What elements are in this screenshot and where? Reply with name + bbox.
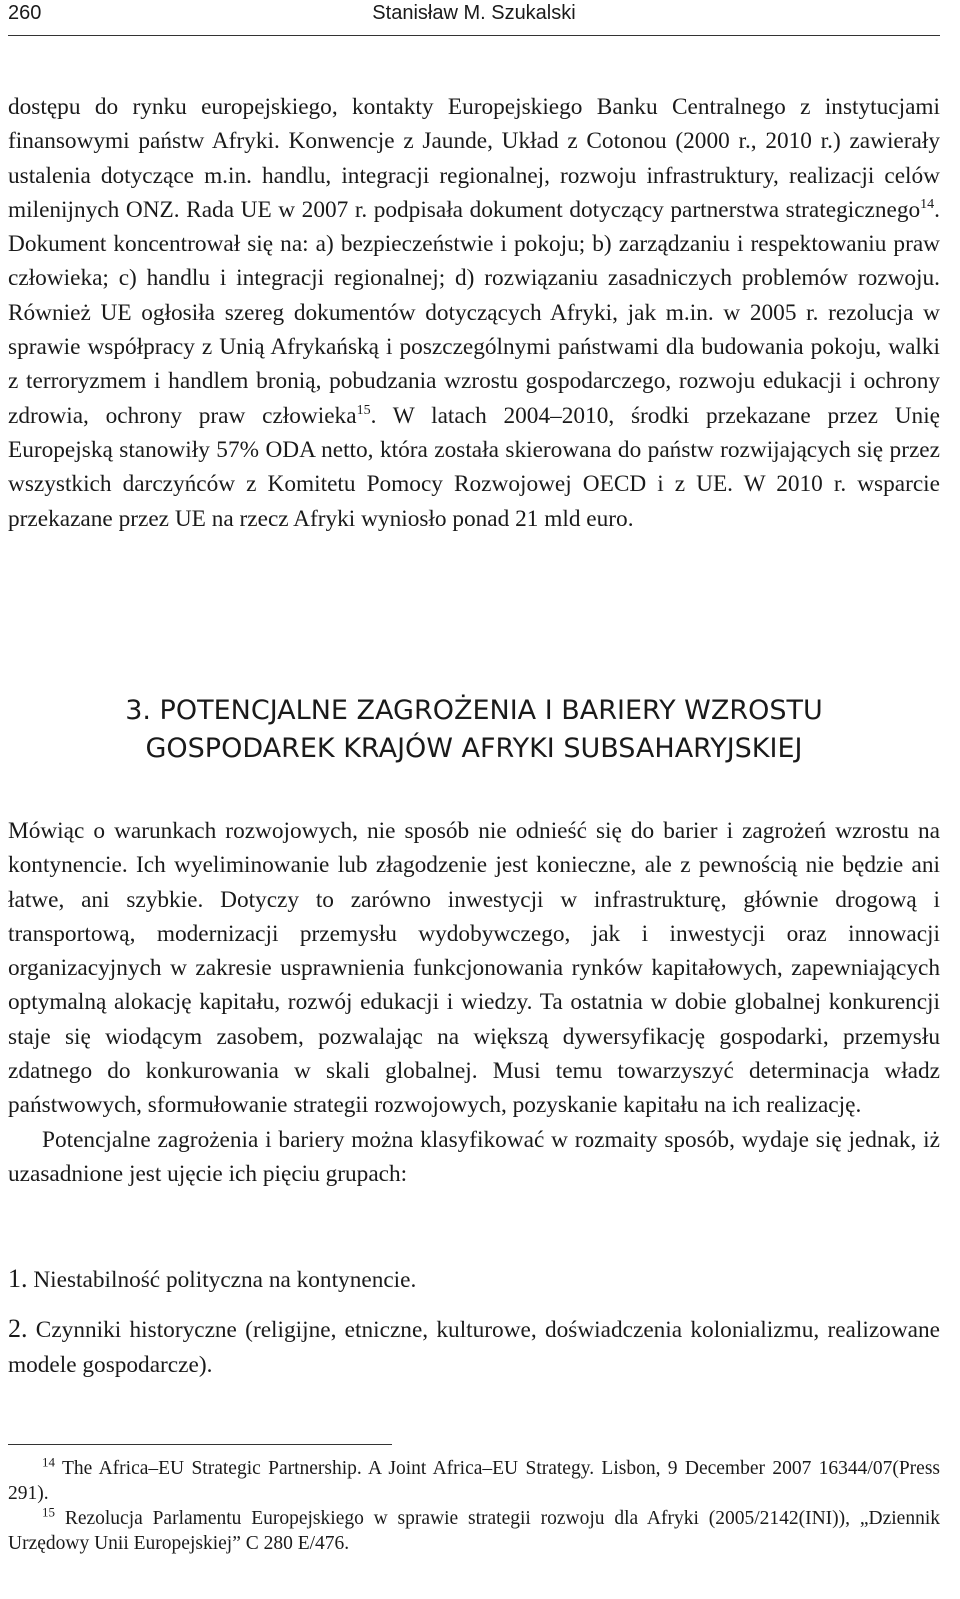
footnote-number: 15 — [42, 1504, 55, 1520]
section-heading — [8, 692, 940, 768]
footnote-reference-15[interactable]: 15 — [356, 402, 371, 418]
footnote-14 — [8, 1456, 940, 1506]
footnote-15 — [8, 1506, 940, 1556]
footnote-text: The Africa–EU Strategic Partnership. A Joint Africa–EU Strategy. Lisbon, 9 December 2007 16344/07(Press 291). — [8, 1458, 940, 1504]
footnote-number: 14 — [42, 1454, 55, 1470]
numbered-list — [8, 1262, 940, 1382]
paragraph-text: . Dokument koncentrował się na: a) bezpieczeństwie i pokoju; b) zarządzaniu i respektowaniu praw człowieka; c) handlu i integracji regionalnej; d) rozwiązaniu zasadniczych problemów rozwoju. Również UE ogłosiła szereg dokumentów dotyczących Afryki, jak m.in. w 2005 r. rezolucja w sprawie współpracy z Unią Afrykańską i poszczególnymi państwami dla budowania pokoju, walki z terroryzmem i handlem bronią, pobudzania wzrostu gospodarczego, rozwoju edukacji i ochrony zdrowia, ochrony praw człowieka — [8, 196, 940, 429]
list-item — [8, 1312, 940, 1382]
section-body — [8, 814, 940, 1191]
section-heading-line-1: 3. POTENCJALNE ZAGROŻENIA I BARIERY WZROSTU — [125, 695, 823, 726]
list-item-text: Czynniki historyczne (religijne, etniczne, kulturowe, doświadczenia kolonializmu, realizowane modele gospodarcze). — [8, 1317, 940, 1378]
body-paragraph-1 — [8, 90, 940, 536]
footnote-rule — [8, 1444, 392, 1445]
paragraph-text: . W latach 2004–2010, środki przekazane przez Unię Europejską stanowiły 57% ODA netto, która została skierowana do państw rozwijających się przez wszystkich darczyńców z Komitetu Pomocy Rozwojowej OECD i z UE. W 2010 r. wsparcie przekazane przez UE na rzecz Afryki wyniosło ponad 21 mld euro. — [8, 402, 941, 532]
list-item-text: Niestabilność polityczna na kontynencie. — [33, 1267, 417, 1293]
list-item — [8, 1262, 940, 1297]
body-paragraph-2: Mówiąc o warunkach rozwojowych, nie sposób nie odnieść się do barier i zagrożeń wzrostu na kontynencie. Ich wyeliminowanie lub złagodzenie jest konieczne, ale z pewnością nie będzie ani łatwe, ani szybkie. Dotyczy to zarówno inwestycji w infrastrukturę, głównie drogową i transportową, modernizacji przemysłu wydobywczego, jak i inwestycji oraz innowacji organizacyjnych w zakresie usprawnienia funkcjonowania rynków kapitałowych, zapewniających optymalną alokację kapitału, rozwój edukacji i wiedzy. Ta ostatnia w dobie globalnej konkurencji staje się wiodącym zasobem, pozwalając na większą dywersyfikację gospodarki, przemysłu zdatnego do konkurowania w skali globalnej. Musi temu towarzyszyć determinacja władz państwowych, sformułowanie strategii rozwojowych, pozyskanie kapitału na ich realizację. — [8, 818, 940, 1119]
footnote-text: Rezolucja Parlamentu Europejskiego w sprawie strategii rozwoju dla Afryki (2005/2142(INI)), „Dziennik Urzędowy Unii Europejskiej” C 280 E/476. — [8, 1508, 940, 1554]
list-item-number: 1. — [8, 1264, 28, 1293]
footnote-reference-14[interactable]: 14 — [920, 197, 935, 213]
header-rule — [8, 35, 940, 36]
list-item-number: 2. — [8, 1314, 28, 1344]
running-head-author: Stanisław M. Szukalski — [372, 2, 576, 24]
page-header — [8, 2, 940, 32]
body-paragraph-3: Potencjalne zagrożenia i bariery można klasyfikować w rozmaity sposób, wydaje się jednak, iż uzasadnione jest ujęcie ich pięciu grupach: — [8, 1126, 940, 1187]
page-number: 260 — [8, 2, 42, 24]
section-heading-line-2: GOSPODAREK KRAJÓW AFRYKI SUBSAHARYJSKIEJ — [145, 733, 803, 764]
paragraph-text: dostępu do rynku europejskiego, kontakty Europejskiego Banku Centralnego z instytucjami finansowymi państw Afryki. Konwencje z Jaunde, Układ z Cotonou (2000 r., 2010 r.) zawierały ustalenia dotyczące m.in. handlu, integracji regionalnej, rozwoju infrastruktury, realizacji celów milenijnych ONZ. Rada UE w 2007 r. podpisała dokument dotyczący partnerstwa strategicznego — [8, 94, 940, 223]
footnotes — [8, 1456, 940, 1556]
